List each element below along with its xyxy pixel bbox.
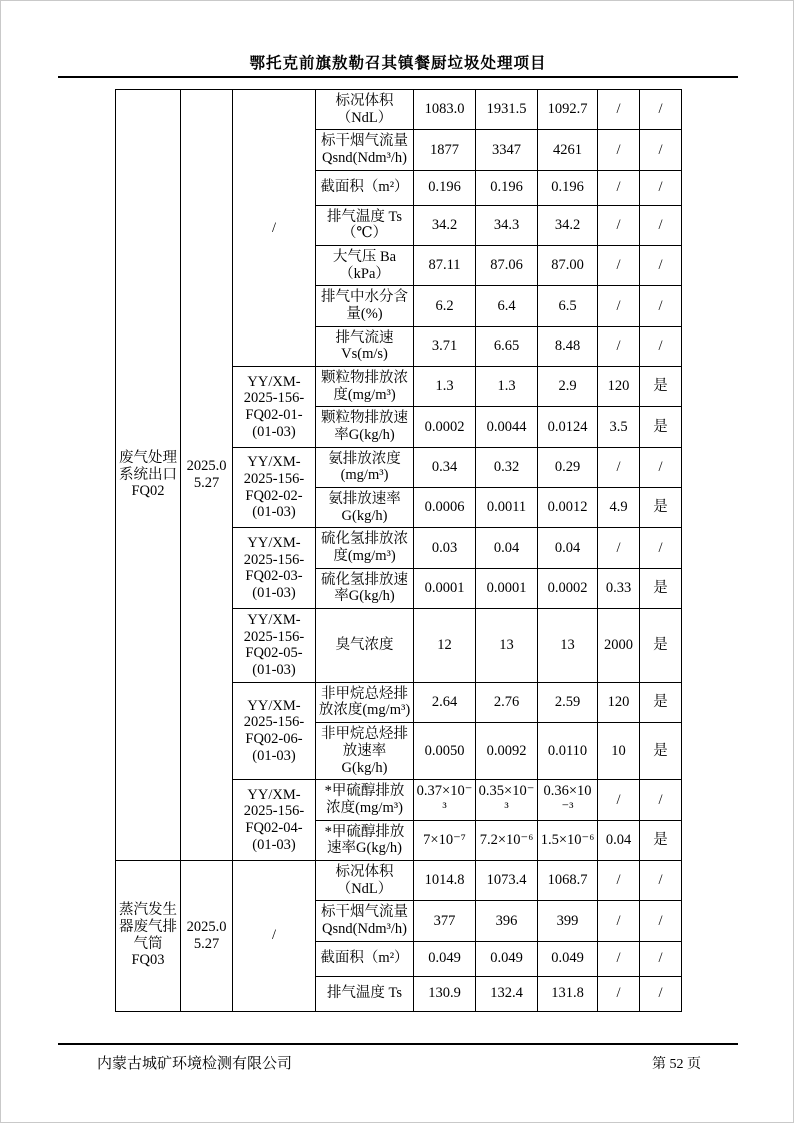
results-table-body bbox=[116, 90, 682, 1012]
value-cell: 0.0011 bbox=[476, 488, 538, 528]
value-cell: 0.196 bbox=[414, 170, 476, 205]
compliance-cell: / bbox=[640, 170, 682, 205]
param-name-cell: 氨排放速率G(kg/h) bbox=[316, 488, 414, 528]
param-name-cell: 截面积（m²） bbox=[316, 170, 414, 205]
param-name-cell: 排气中水分含量(%) bbox=[316, 286, 414, 326]
sample-id-cell: YY/XM-2025-156-FQ02-05-(01-03) bbox=[233, 609, 316, 683]
value-cell: 0.0124 bbox=[538, 407, 598, 447]
value-cell: 6.65 bbox=[476, 326, 538, 366]
value-cell: 0.34 bbox=[414, 447, 476, 487]
sample-date-cell: 2025.05.27 bbox=[181, 860, 233, 1011]
value-cell: 0.0012 bbox=[538, 488, 598, 528]
limit-cell: 120 bbox=[598, 682, 640, 722]
value-cell: 7×10⁻⁷ bbox=[414, 820, 476, 860]
value-cell: 132.4 bbox=[476, 976, 538, 1011]
value-cell: 3.71 bbox=[414, 326, 476, 366]
sample-id-cell: YY/XM-2025-156-FQ02-04-(01-03) bbox=[233, 780, 316, 861]
limit-cell: / bbox=[598, 447, 640, 487]
value-cell: 0.04 bbox=[476, 528, 538, 568]
value-cell: 0.03 bbox=[414, 528, 476, 568]
value-cell: 4261 bbox=[538, 130, 598, 170]
sample-id-cell: YY/XM-2025-156-FQ02-01-(01-03) bbox=[233, 367, 316, 448]
value-cell: 3347 bbox=[476, 130, 538, 170]
value-cell: 6.2 bbox=[414, 286, 476, 326]
value-cell: 2.64 bbox=[414, 682, 476, 722]
limit-cell: / bbox=[598, 901, 640, 941]
compliance-cell: 是 bbox=[640, 609, 682, 683]
value-cell: 0.0002 bbox=[414, 407, 476, 447]
param-name-cell: *甲硫醇排放速率G(kg/h) bbox=[316, 820, 414, 860]
param-name-cell: 排气温度 Ts bbox=[316, 976, 414, 1011]
header-rule bbox=[58, 76, 738, 78]
limit-cell: / bbox=[598, 246, 640, 286]
limit-cell: / bbox=[598, 780, 640, 820]
value-cell: 87.06 bbox=[476, 246, 538, 286]
compliance-cell: 是 bbox=[640, 488, 682, 528]
value-cell: 0.0002 bbox=[538, 568, 598, 608]
limit-cell: 120 bbox=[598, 367, 640, 407]
limit-cell: / bbox=[598, 528, 640, 568]
value-cell: 377 bbox=[414, 901, 476, 941]
value-cell: 0.196 bbox=[476, 170, 538, 205]
footer-row bbox=[58, 1052, 738, 1073]
value-cell: 1877 bbox=[414, 130, 476, 170]
param-name-cell: 大气压 Ba（kPa） bbox=[316, 246, 414, 286]
value-cell: 0.0110 bbox=[538, 723, 598, 780]
sample-id-cell: YY/XM-2025-156-FQ02-03-(01-03) bbox=[233, 528, 316, 609]
param-name-cell: 标干烟气流量Qsnd(Ndm³/h) bbox=[316, 130, 414, 170]
value-cell: 6.4 bbox=[476, 286, 538, 326]
value-cell: 34.2 bbox=[414, 205, 476, 245]
value-cell: 34.3 bbox=[476, 205, 538, 245]
param-name-cell: 标况体积（NdL） bbox=[316, 90, 414, 130]
value-cell: 13 bbox=[538, 609, 598, 683]
value-cell: 1.3 bbox=[476, 367, 538, 407]
limit-cell: / bbox=[598, 170, 640, 205]
value-cell: 0.196 bbox=[538, 170, 598, 205]
value-cell: 0.049 bbox=[476, 941, 538, 976]
value-cell: 0.049 bbox=[538, 941, 598, 976]
value-cell: 0.0050 bbox=[414, 723, 476, 780]
compliance-cell: / bbox=[640, 447, 682, 487]
value-cell: 13 bbox=[476, 609, 538, 683]
param-name-cell: 非甲烷总烃排放速率 G(kg/h) bbox=[316, 723, 414, 780]
value-cell: 2.59 bbox=[538, 682, 598, 722]
limit-cell: 0.33 bbox=[598, 568, 640, 608]
value-cell: 1083.0 bbox=[414, 90, 476, 130]
limit-cell: / bbox=[598, 860, 640, 900]
value-cell: 0.04 bbox=[538, 528, 598, 568]
param-name-cell: 排气流速 Vs(m/s) bbox=[316, 326, 414, 366]
param-name-cell: 硫化氢排放浓度(mg/m³) bbox=[316, 528, 414, 568]
compliance-cell: / bbox=[640, 901, 682, 941]
compliance-cell: / bbox=[640, 780, 682, 820]
footer-rule bbox=[58, 1043, 738, 1045]
value-cell: 2.9 bbox=[538, 367, 598, 407]
limit-cell: 4.9 bbox=[598, 488, 640, 528]
header-title: 鄂托克前旗敖勒召其镇餐厨垃圾处理项目 bbox=[249, 55, 547, 72]
footer-company-name: 内蒙古城矿环境检测有限公司 bbox=[97, 1056, 293, 1072]
compliance-cell: 是 bbox=[640, 820, 682, 860]
param-name-cell: 截面积（m²） bbox=[316, 941, 414, 976]
group-label-cell: 蒸汽发生器废气排气筒 FQ03 bbox=[116, 860, 181, 1011]
compliance-cell: 是 bbox=[640, 723, 682, 780]
compliance-cell: / bbox=[640, 205, 682, 245]
value-cell: 0.0044 bbox=[476, 407, 538, 447]
value-cell: 0.36×10⁻³ bbox=[538, 780, 598, 820]
value-cell: 131.8 bbox=[538, 976, 598, 1011]
value-cell: 0.37×10⁻³ bbox=[414, 780, 476, 820]
value-cell: 1.5×10⁻⁶ bbox=[538, 820, 598, 860]
compliance-cell: / bbox=[640, 130, 682, 170]
value-cell: 1092.7 bbox=[538, 90, 598, 130]
value-cell: 0.0001 bbox=[414, 568, 476, 608]
limit-cell: 3.5 bbox=[598, 407, 640, 447]
compliance-cell: / bbox=[640, 860, 682, 900]
value-cell: 1068.7 bbox=[538, 860, 598, 900]
compliance-cell: / bbox=[640, 976, 682, 1011]
compliance-cell: / bbox=[640, 90, 682, 130]
value-cell: 1.3 bbox=[414, 367, 476, 407]
compliance-cell: 是 bbox=[640, 568, 682, 608]
sample-id-cell: / bbox=[233, 860, 316, 1011]
value-cell: 0.29 bbox=[538, 447, 598, 487]
compliance-cell: / bbox=[640, 528, 682, 568]
value-cell: 130.9 bbox=[414, 976, 476, 1011]
value-cell: 7.2×10⁻⁶ bbox=[476, 820, 538, 860]
limit-cell: / bbox=[598, 130, 640, 170]
value-cell: 399 bbox=[538, 901, 598, 941]
limit-cell: / bbox=[598, 90, 640, 130]
table-row bbox=[116, 860, 682, 900]
sample-id-cell: YY/XM-2025-156-FQ02-06-(01-03) bbox=[233, 682, 316, 779]
param-name-cell: 非甲烷总烃排放浓度(mg/m³) bbox=[316, 682, 414, 722]
compliance-cell: / bbox=[640, 286, 682, 326]
param-name-cell: 硫化氢排放速率G(kg/h) bbox=[316, 568, 414, 608]
param-name-cell: 颗粒物排放速率G(kg/h) bbox=[316, 407, 414, 447]
limit-cell: 2000 bbox=[598, 609, 640, 683]
page-footer bbox=[58, 1043, 738, 1073]
value-cell: 8.48 bbox=[538, 326, 598, 366]
compliance-cell: / bbox=[640, 326, 682, 366]
value-cell: 0.32 bbox=[476, 447, 538, 487]
limit-cell: 10 bbox=[598, 723, 640, 780]
footer-page-number: 第 52 页 bbox=[652, 1057, 701, 1072]
sample-id-cell: / bbox=[233, 90, 316, 367]
param-name-cell: 标况体积（NdL） bbox=[316, 860, 414, 900]
value-cell: 396 bbox=[476, 901, 538, 941]
value-cell: 6.5 bbox=[538, 286, 598, 326]
param-name-cell: 颗粒物排放浓度(mg/m³) bbox=[316, 367, 414, 407]
value-cell: 0.0006 bbox=[414, 488, 476, 528]
group-label-cell: 废气处理系统出口FQ02 bbox=[116, 90, 181, 861]
value-cell: 1073.4 bbox=[476, 860, 538, 900]
value-cell: 87.00 bbox=[538, 246, 598, 286]
param-name-cell: 臭气浓度 bbox=[316, 609, 414, 683]
limit-cell: / bbox=[598, 976, 640, 1011]
table-row bbox=[116, 90, 682, 130]
monitoring-results-table bbox=[115, 89, 682, 1012]
compliance-cell: / bbox=[640, 246, 682, 286]
param-name-cell: 标干烟气流量Qsnd(Ndm³/h) bbox=[316, 901, 414, 941]
value-cell: 34.2 bbox=[538, 205, 598, 245]
compliance-cell: / bbox=[640, 941, 682, 976]
value-cell: 0.0001 bbox=[476, 568, 538, 608]
value-cell: 87.11 bbox=[414, 246, 476, 286]
sample-id-cell: YY/XM-2025-156-FQ02-02-(01-03) bbox=[233, 447, 316, 528]
value-cell: 0.35×10⁻³ bbox=[476, 780, 538, 820]
value-cell: 0.0092 bbox=[476, 723, 538, 780]
limit-cell: / bbox=[598, 286, 640, 326]
compliance-cell: 是 bbox=[640, 367, 682, 407]
compliance-cell: 是 bbox=[640, 682, 682, 722]
param-name-cell: *甲硫醇排放浓度(mg/m³) bbox=[316, 780, 414, 820]
limit-cell: / bbox=[598, 205, 640, 245]
value-cell: 2.76 bbox=[476, 682, 538, 722]
value-cell: 12 bbox=[414, 609, 476, 683]
page-header bbox=[58, 51, 738, 73]
param-name-cell: 氨排放浓度(mg/m³) bbox=[316, 447, 414, 487]
limit-cell: / bbox=[598, 941, 640, 976]
value-cell: 1014.8 bbox=[414, 860, 476, 900]
value-cell: 0.049 bbox=[414, 941, 476, 976]
compliance-cell: 是 bbox=[640, 407, 682, 447]
value-cell: 1931.5 bbox=[476, 90, 538, 130]
limit-cell: 0.04 bbox=[598, 820, 640, 860]
param-name-cell: 排气温度 Ts（℃） bbox=[316, 205, 414, 245]
limit-cell: / bbox=[598, 326, 640, 366]
sample-date-cell: 2025.05.27 bbox=[181, 90, 233, 861]
